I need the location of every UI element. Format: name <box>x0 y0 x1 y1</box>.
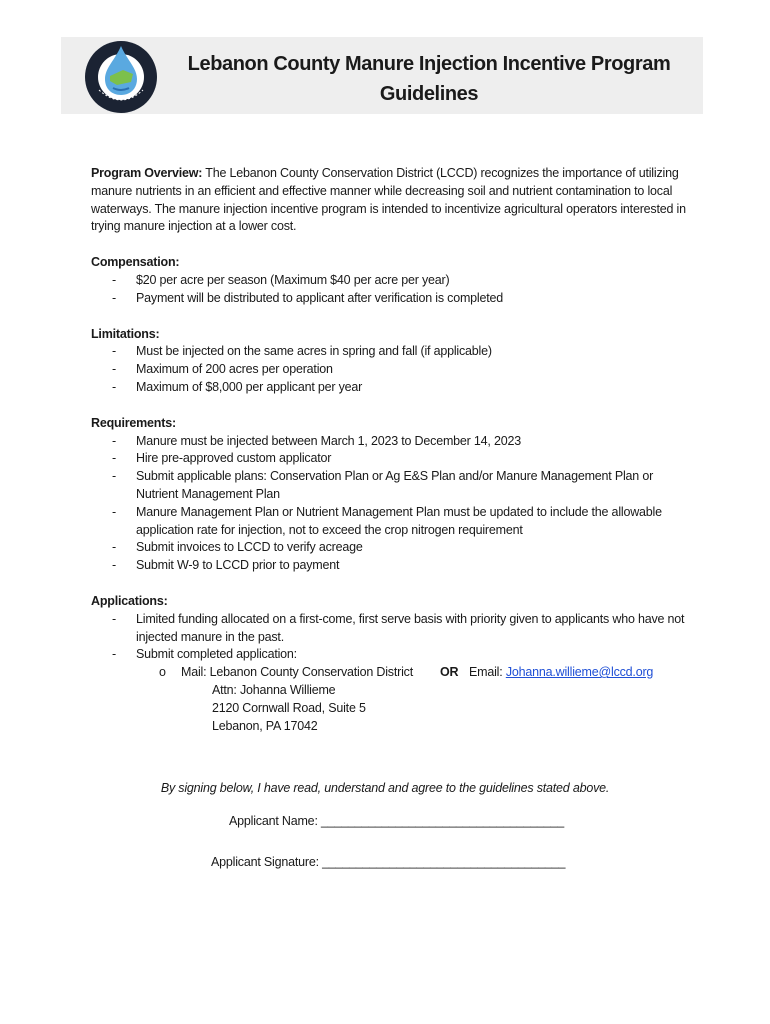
page-title <box>161 49 697 109</box>
overview-text: The Lebanon County Conservation District (LCCD) recognizes the importance of utilizing manure nutrients in an efficient and effective manner while decreasing soil and nutrient contamination to local waterways. The manure injection incentive program is intended to incentivize agricultural operators interested in trying manure injection at a lower cost. <box>91 166 686 234</box>
applications-section <box>91 593 691 735</box>
email-link[interactable]: Johanna.willieme@lccd.org <box>505 665 654 680</box>
submission-options <box>91 664 691 682</box>
limitation-item: - Maximum of 200 acres per operation <box>91 361 691 379</box>
compensation-item: - Payment will be distributed to applicant after verification is completed <box>91 290 691 308</box>
email-option <box>469 664 653 682</box>
limitations-section <box>91 326 691 397</box>
requirement-item: - Hire pre-approved custom applicator <box>91 450 691 468</box>
limitation-item: - Must be injected on the same acres in spring and fall (if applicable) <box>91 343 691 361</box>
application-item: - Limited funding allocated on a first-come, first serve basis with priority given to applicants who have not injected manure in the past. <box>91 611 691 647</box>
limitations-title: Limitations: <box>91 326 160 341</box>
guidelines-body <box>91 165 691 735</box>
requirement-item: - Submit W-9 to LCCD prior to payment <box>91 557 691 575</box>
overview-label: Program Overview: <box>91 166 203 180</box>
compensation-section <box>91 254 691 307</box>
requirement-item: - Submit invoices to LCCD to verify acreage <box>91 539 691 557</box>
applicant-name-field[interactable]: Applicant Name: ____________________________________ <box>229 814 565 828</box>
email-label: Email: <box>469 665 506 680</box>
mail-option: Mail: Lebanon County Conservation District <box>181 665 413 680</box>
requirements-title: Requirements: <box>91 415 176 430</box>
compensation-item: - $20 per acre per season (Maximum $40 per acre per year) <box>91 272 691 290</box>
header-banner <box>61 37 703 114</box>
address-line: Lebanon, PA 17042 <box>212 718 318 733</box>
sub-bullet: o <box>159 665 166 680</box>
applicant-signature-field[interactable]: Applicant Signature: ____________________________________ <box>211 855 566 869</box>
address-line: 2120 Cornwall Road, Suite 5 <box>212 700 366 715</box>
application-item: - Submit completed application: <box>91 646 691 664</box>
address-line: Attn: Johanna Willieme <box>212 682 336 697</box>
agreement-statement: By signing below, I have read, understand and agree to the guidelines stated above. <box>160 781 610 795</box>
compensation-title: Compensation: <box>91 255 180 270</box>
requirement-item: - Manure must be injected between March 1, 2023 to December 14, 2023 <box>91 433 691 451</box>
requirements-section <box>91 415 691 575</box>
requirement-item: - Manure Management Plan or Nutrient Management Plan must be updated to include the allowable application rate for injection, not to exceed the crop nitrogen requirement <box>91 504 691 540</box>
or-separator: OR <box>440 665 459 680</box>
title-line-1: Lebanon County Manure Injection Incentive Program <box>187 53 671 75</box>
program-overview <box>91 165 691 236</box>
limitation-item: - Maximum of $8,000 per applicant per year <box>91 379 691 397</box>
countywide-action-logo <box>83 38 159 114</box>
applications-title: Applications: <box>91 593 168 608</box>
requirement-item: - Submit applicable plans: Conservation Plan or Ag E&S Plan and/or Manure Management Plan or Nutrient Management Plan <box>91 468 691 504</box>
title-line-2: Guidelines <box>379 83 479 105</box>
